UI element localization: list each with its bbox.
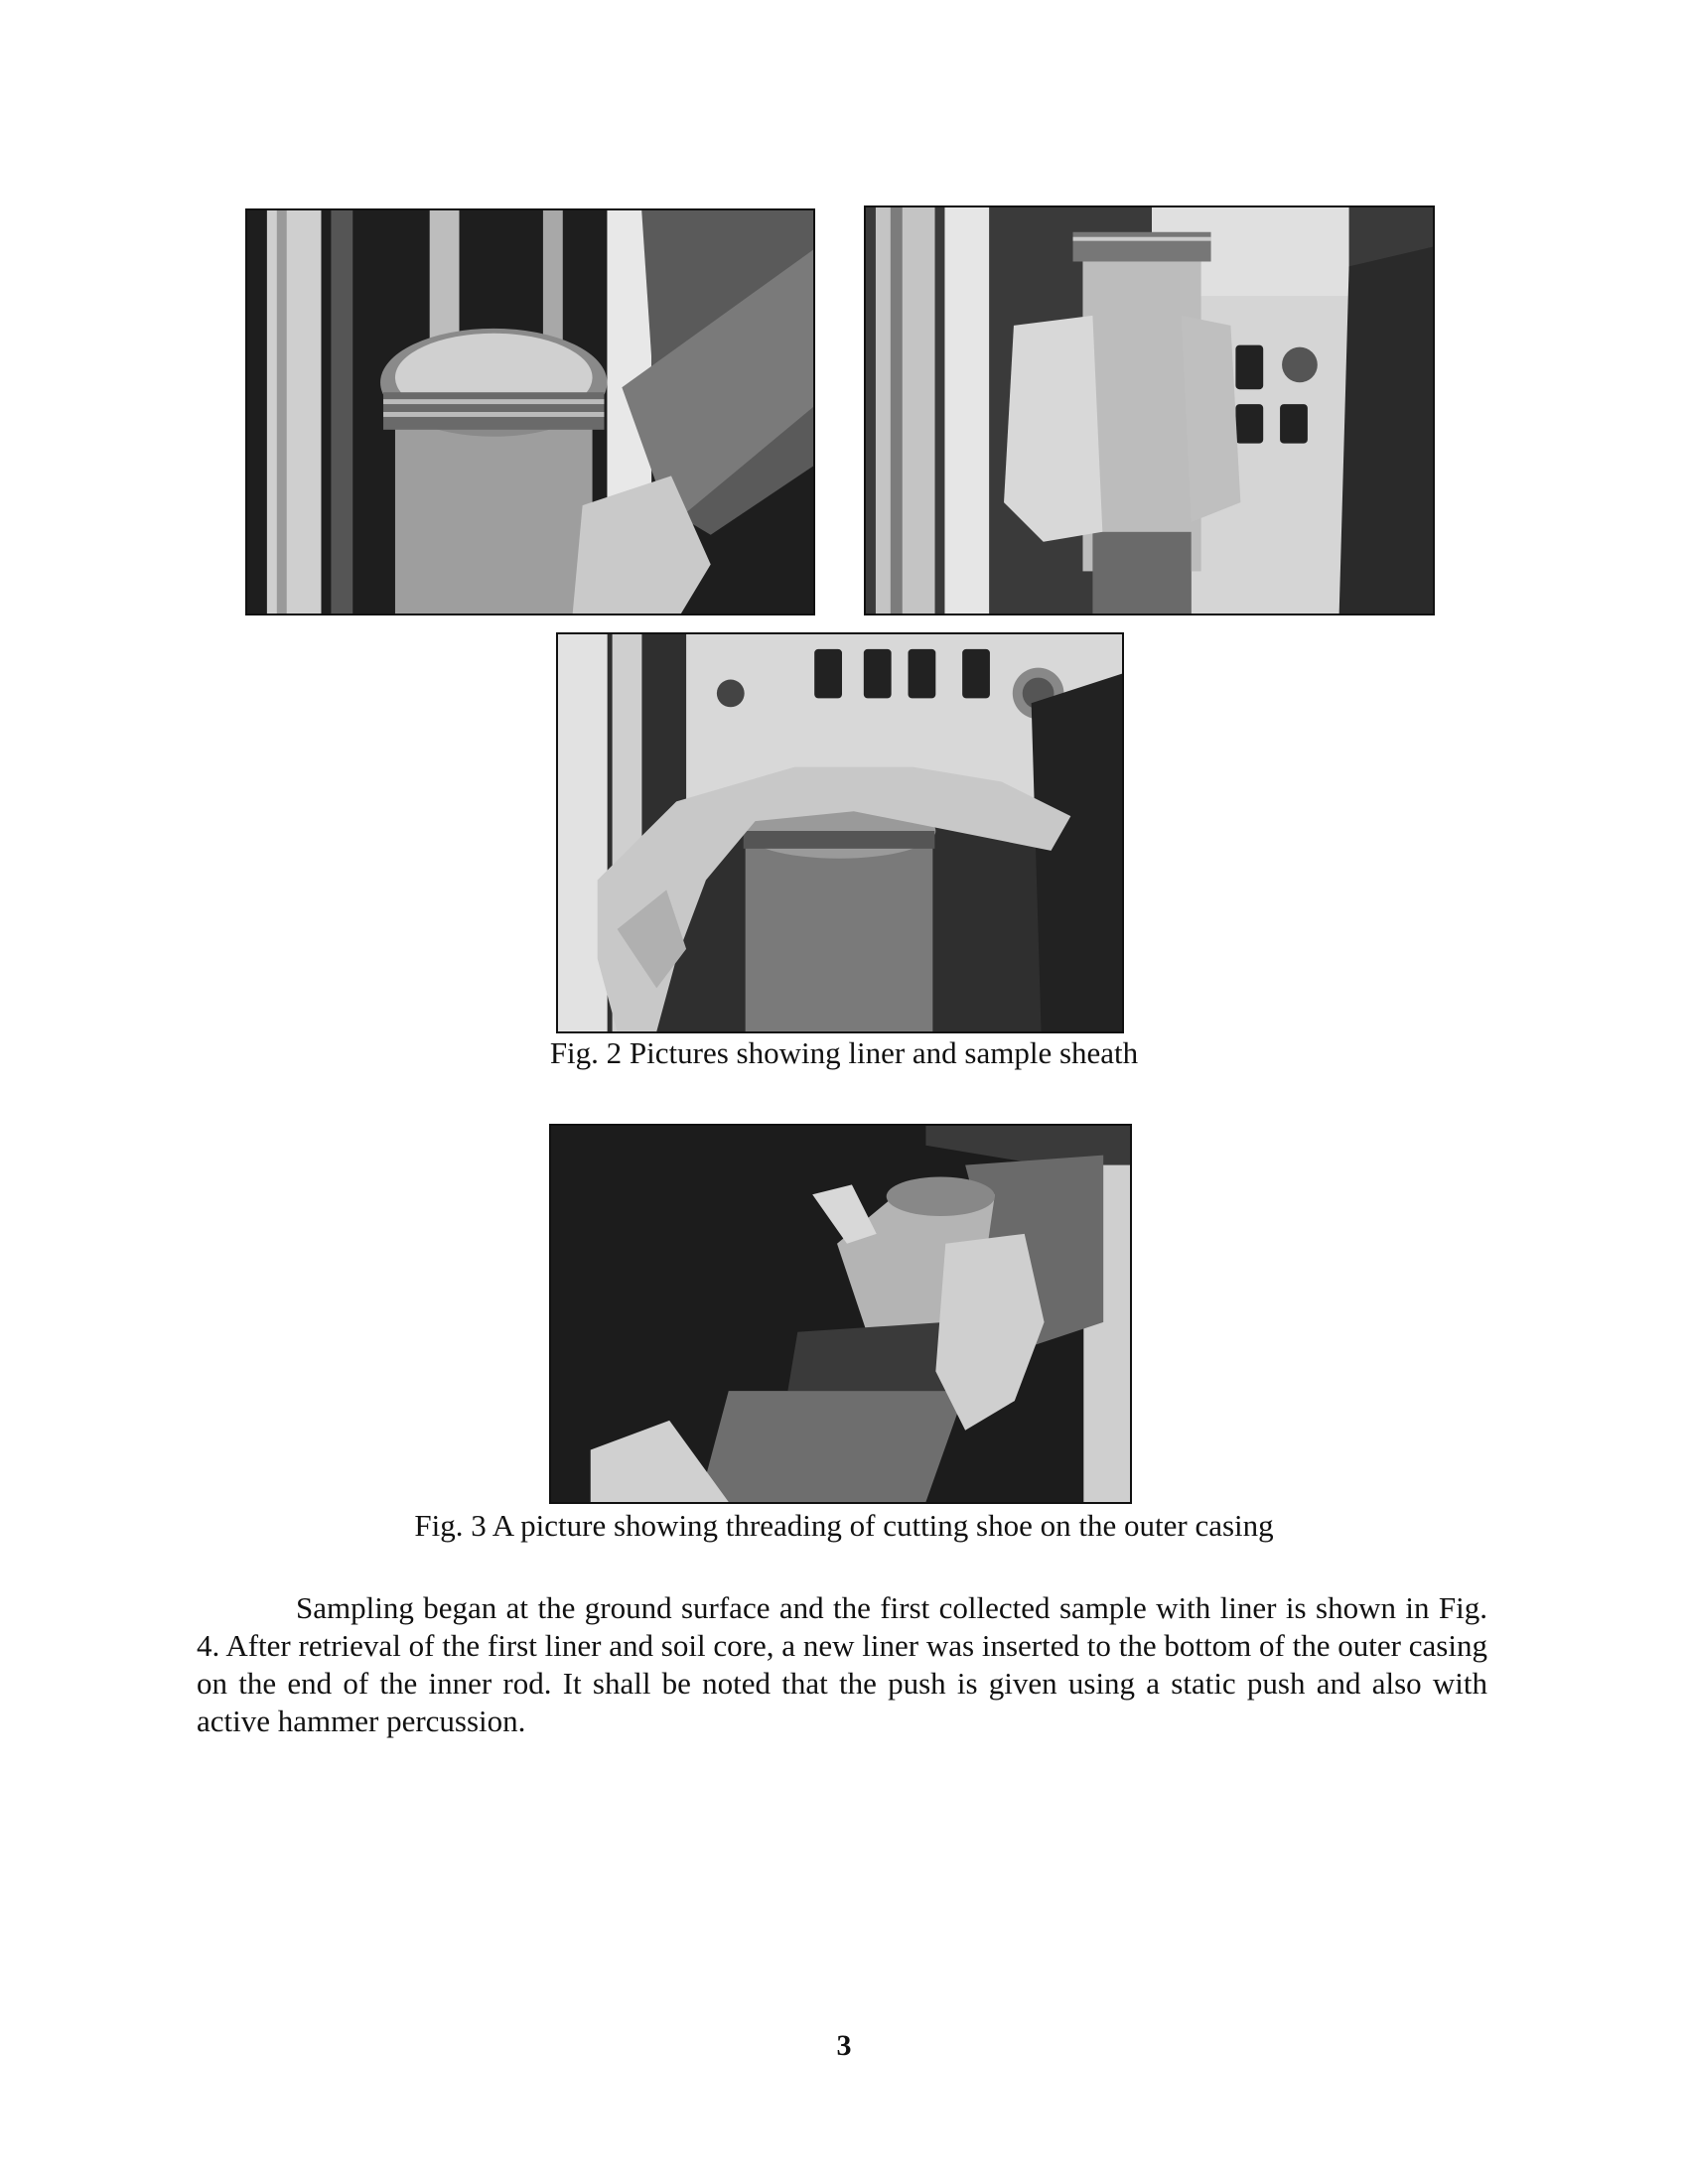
fig2-caption: Fig. 2 Pictures showing liner and sample sheath — [549, 1035, 1139, 1070]
fig2-photo-liner-panel — [864, 205, 1435, 615]
fig3-caption: Fig. 3 A picture showing threading of cutting shoe on the outer casing — [414, 1508, 1274, 1543]
page-number: 3 — [836, 2029, 852, 2062]
body-paragraph: Sampling began at the ground surface and the first collected sample with liner is shown in Fig. 4. After retrieval of the first liner and soil core, a new liner was inserted to the bottom of the outer casing on the end of the inner rod. It shall be noted that the push is given using a static push and also with active hammer percussion. — [197, 1590, 1487, 1738]
fig2-photo-sheath — [556, 632, 1124, 1033]
fig3-photo-cutting-shoe — [549, 1124, 1132, 1504]
fig2-photo-liner-top — [245, 208, 815, 615]
